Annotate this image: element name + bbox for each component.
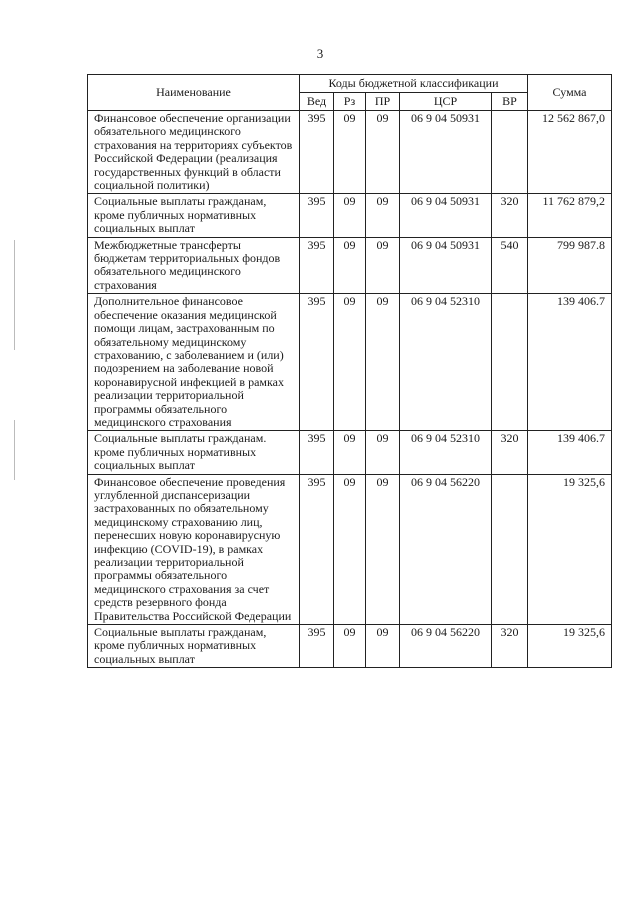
row-name: Финансовое обеспечение проведения углубленной диспансеризации застрахованных по обязательному медицинскому страхованию лиц, перенесших новую коронавирусную инфекцию (COVID-19), в рамках реализации территориальной программы обязательного медицинского страхования за счет средств резервного фонда Правительства Российской Федерации bbox=[88, 474, 300, 624]
row-sum: 139 406.7 bbox=[528, 431, 612, 474]
header-name: Наименование bbox=[88, 75, 300, 111]
row-rz: 09 bbox=[334, 474, 366, 624]
row-rz: 09 bbox=[334, 237, 366, 294]
row-sum: 139 406.7 bbox=[528, 294, 612, 431]
table-row bbox=[88, 111, 612, 194]
row-rz: 09 bbox=[334, 431, 366, 474]
row-sum: 11 762 879,2 bbox=[528, 194, 612, 237]
row-ved: 395 bbox=[300, 294, 334, 431]
table-row bbox=[88, 194, 612, 237]
row-vr: 320 bbox=[492, 625, 528, 668]
row-vr: 320 bbox=[492, 431, 528, 474]
row-sum: 12 562 867,0 bbox=[528, 111, 612, 194]
row-csr: 06 9 04 56220 bbox=[400, 625, 492, 668]
row-csr: 06 9 04 50931 bbox=[400, 194, 492, 237]
table-row bbox=[88, 474, 612, 624]
row-name: Социальные выплаты гражданам, кроме публичных нормативных социальных выплат bbox=[88, 625, 300, 668]
row-name: Социальные выплаты гражданам, кроме публичных нормативных социальных выплат bbox=[88, 194, 300, 237]
header-rz: Рз bbox=[334, 93, 366, 111]
table-row bbox=[88, 237, 612, 294]
row-pr: 09 bbox=[366, 194, 400, 237]
row-rz: 09 bbox=[334, 111, 366, 194]
row-csr: 06 9 04 50931 bbox=[400, 237, 492, 294]
header-codes: Коды бюджетной классификации bbox=[300, 75, 528, 93]
budget-table bbox=[87, 74, 612, 668]
table-row bbox=[88, 625, 612, 668]
row-csr: 06 9 04 50931 bbox=[400, 111, 492, 194]
row-pr: 09 bbox=[366, 625, 400, 668]
header-pr: ПР bbox=[366, 93, 400, 111]
row-pr: 09 bbox=[366, 474, 400, 624]
row-name: Межбюджетные трансферты бюджетам территориальных фондов обязательного медицинского страхования bbox=[88, 237, 300, 294]
row-pr: 09 bbox=[366, 237, 400, 294]
row-name: Социальные выплаты гражданам. кроме публичных нормативных социальных выплат bbox=[88, 431, 300, 474]
row-vr bbox=[492, 474, 528, 624]
row-pr: 09 bbox=[366, 431, 400, 474]
row-name: Дополнительное финансовое обеспечение оказания медицинской помощи лицам, застрахованным по обязательному медицинскому страхованию, с заболеванием и (или) подозрением на заболевание новой коронавирусной инфекцией в рамках реализации территориальной программы обязательного медицинского страхования bbox=[88, 294, 300, 431]
row-ved: 395 bbox=[300, 474, 334, 624]
row-csr: 06 9 04 56220 bbox=[400, 474, 492, 624]
row-ved: 395 bbox=[300, 111, 334, 194]
row-csr: 06 9 04 52310 bbox=[400, 431, 492, 474]
row-vr bbox=[492, 111, 528, 194]
row-pr: 09 bbox=[366, 294, 400, 431]
row-sum: 19 325,6 bbox=[528, 625, 612, 668]
table-row bbox=[88, 431, 612, 474]
header-csr: ЦСР bbox=[400, 93, 492, 111]
row-sum: 19 325,6 bbox=[528, 474, 612, 624]
margin-mark bbox=[14, 240, 15, 350]
page-number: 3 bbox=[316, 46, 324, 61]
row-vr: 540 bbox=[492, 237, 528, 294]
row-rz: 09 bbox=[334, 625, 366, 668]
row-sum: 799 987.8 bbox=[528, 237, 612, 294]
row-csr: 06 9 04 52310 bbox=[400, 294, 492, 431]
row-vr bbox=[492, 294, 528, 431]
header-sum: Сумма bbox=[528, 75, 612, 111]
row-pr: 09 bbox=[366, 111, 400, 194]
row-ved: 395 bbox=[300, 431, 334, 474]
header-vr: ВР bbox=[492, 93, 528, 111]
margin-mark bbox=[14, 420, 15, 480]
row-ved: 395 bbox=[300, 625, 334, 668]
row-rz: 09 bbox=[334, 194, 366, 237]
row-vr: 320 bbox=[492, 194, 528, 237]
table-row bbox=[88, 294, 612, 431]
header-ved: Вед bbox=[300, 93, 334, 111]
row-ved: 395 bbox=[300, 237, 334, 294]
row-name: Финансовое обеспечение организации обязательного медицинского страхования на территориях субъектов Российской Федерации (реализация государственных функций в области социальной политики) bbox=[88, 111, 300, 194]
row-ved: 395 bbox=[300, 194, 334, 237]
row-rz: 09 bbox=[334, 294, 366, 431]
